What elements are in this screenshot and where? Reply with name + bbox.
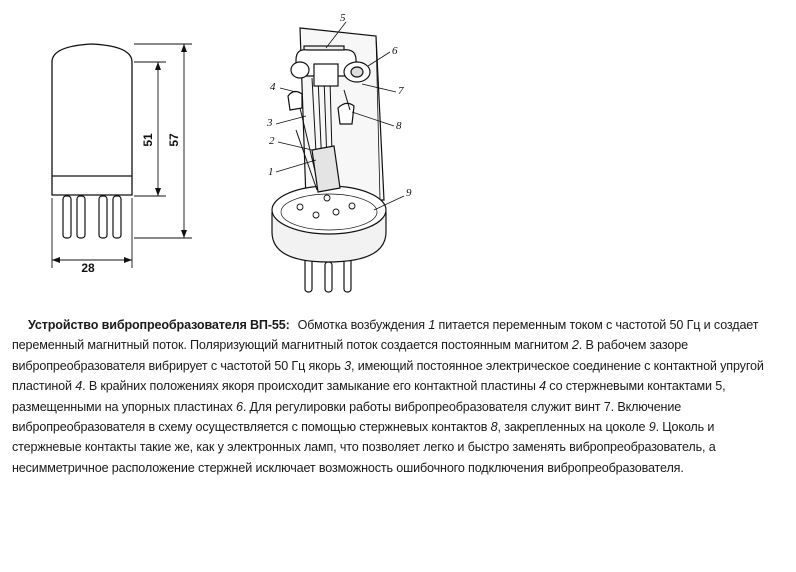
ref-3: 3 (344, 358, 352, 373)
callout-2: 2 (269, 135, 275, 147)
device-perspective (272, 28, 386, 292)
contact-spring-right (338, 103, 354, 124)
callout-4: 4 (270, 81, 276, 93)
caption-text: . В рабочем зазоре вибропреобразователя вибрирует с частотой 50 Гц якорь (12, 338, 688, 373)
ref-4b: 4 (539, 379, 546, 394)
caption-text: , закрепленных на цоколе (497, 420, 649, 435)
caption-text: , имеющий постоянное электрическое соединение с контактной упругой пластиной (12, 358, 764, 394)
dim-total-height: 57 (167, 133, 181, 147)
callout-1: 1 (268, 166, 274, 178)
callout-7: 7 (398, 85, 404, 97)
caption-text: . Цоколь и стержневые контакты такие же, как у электронных ламп, что позволяет легко и быстро заменять вибропреобразователь, а несимметричное расположение стержней исключает возможность ошибочного подключения вибропреобразователя. (12, 420, 716, 475)
figure-caption (12, 315, 782, 478)
ref-4: 4 (75, 379, 83, 394)
caption-text: питается переменным током с частотой 50 Гц и создает переменный магнитный поток. Поляризующий магнитный поток создается постоянным магнитом (12, 318, 759, 353)
callout-6: 6 (392, 45, 398, 57)
dim-width: 28 (81, 261, 95, 275)
caption-text: со стержневыми контактами 5, размещенными на упорных пластинах (12, 379, 726, 414)
ref-1: 1 (428, 318, 436, 332)
outline-drawing (52, 44, 192, 268)
callout-9: 9 (406, 187, 412, 199)
dim-body-height: 51 (141, 133, 155, 147)
callout-3: 3 (267, 117, 273, 129)
coil-left (291, 62, 309, 78)
ref-9: 9 (648, 420, 656, 435)
callout-8: 8 (396, 120, 402, 132)
ref-2: 2 (571, 338, 579, 353)
callout-5: 5 (340, 12, 346, 24)
ref-8: 8 (490, 420, 498, 435)
caption-text: Обмотка возбуждения (297, 318, 429, 332)
caption-text: . Для регулировки работы вибропреобразователя служит винт 7. Включение вибропреобразователя в схему осуществляется с помощью стержневых контактов (12, 399, 682, 435)
contact-spring-left (288, 91, 302, 110)
caption-title: Устройство вибропреобразователя ВП-55: (28, 318, 290, 332)
caption-text: . В крайних положениях якоря происходит замыкание его контактной пластины (82, 379, 540, 394)
base-pins (63, 196, 121, 238)
ref-6: 6 (236, 399, 243, 414)
housing-outline (52, 44, 132, 195)
